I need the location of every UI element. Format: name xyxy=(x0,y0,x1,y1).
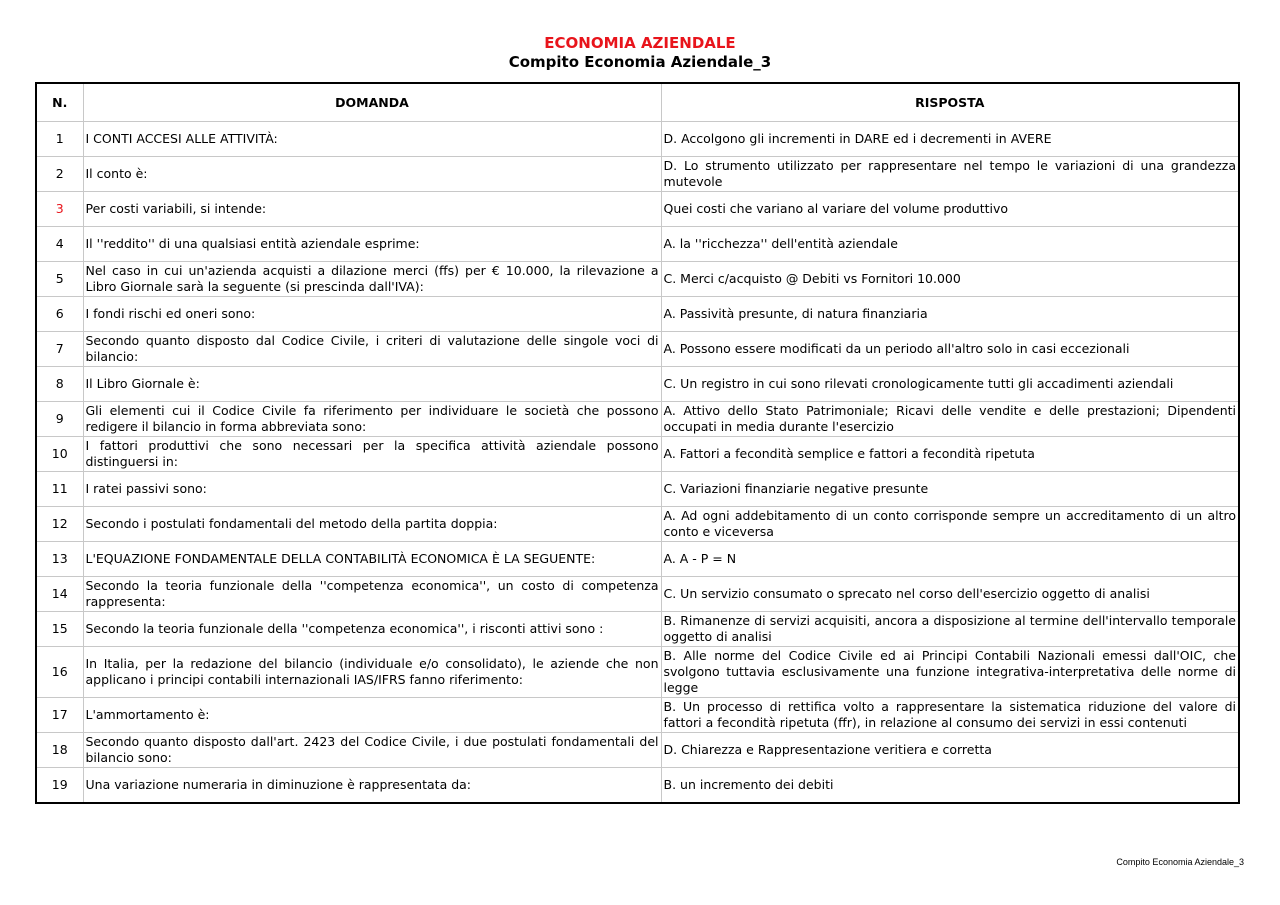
row-number: 17 xyxy=(36,698,83,733)
row-number: 13 xyxy=(36,542,83,577)
row-number: 1 xyxy=(36,122,83,157)
table-row xyxy=(36,507,1239,542)
answer-cell: D. Chiarezza e Rappresentazione veritiera e corretta xyxy=(661,733,1239,768)
table-row xyxy=(36,157,1239,192)
row-number: 4 xyxy=(36,227,83,262)
question-cell: Nel caso in cui un'azienda acquisti a dilazione merci (ffs) per € 10.000, la rilevazione a Libro Giornale sarà la seguente (si prescinda dall'IVA): xyxy=(83,262,661,297)
question-cell: In Italia, per la redazione del bilancio (individuale e/o consolidato), le aziende che non applicano i principi contabili internazionali IAS/IFRS fanno riferimento: xyxy=(83,647,661,698)
question-cell: I fattori produttivi che sono necessari per la specifica attività aziendale possono distinguersi in: xyxy=(83,437,661,472)
table-row xyxy=(36,577,1239,612)
row-number: 3 xyxy=(36,192,83,227)
column-header-risposta: RISPOSTA xyxy=(661,83,1239,122)
page-footer: Compito Economia Aziendale_3 xyxy=(1116,857,1244,867)
question-cell: Secondo i postulati fondamentali del metodo della partita doppia: xyxy=(83,507,661,542)
answer-cell: C. Merci c/acquisto @ Debiti vs Fornitori 10.000 xyxy=(661,262,1239,297)
row-number: 5 xyxy=(36,262,83,297)
answer-cell: A. Possono essere modificati da un periodo all'altro solo in casi eccezionali xyxy=(661,332,1239,367)
table-row xyxy=(36,402,1239,437)
question-cell: Gli elementi cui il Codice Civile fa riferimento per individuare le società che possono redigere il bilancio in forma abbreviata sono: xyxy=(83,402,661,437)
row-number: 18 xyxy=(36,733,83,768)
question-cell: I fondi rischi ed oneri sono: xyxy=(83,297,661,332)
question-cell: Una variazione numeraria in diminuzione è rappresentata da: xyxy=(83,768,661,804)
document-title: ECONOMIA AZIENDALE xyxy=(544,34,736,52)
question-cell: Il ''reddito'' di una qualsiasi entità aziendale esprime: xyxy=(83,227,661,262)
answer-cell: C. Un registro in cui sono rilevati cronologicamente tutti gli accadimenti aziendali xyxy=(661,367,1239,402)
column-header-number: N. xyxy=(36,83,83,122)
table-row xyxy=(36,733,1239,768)
question-cell: Secondo quanto disposto dall'art. 2423 del Codice Civile, i due postulati fondamentali del bilancio sono: xyxy=(83,733,661,768)
question-cell: Il Libro Giornale è: xyxy=(83,367,661,402)
question-cell: I CONTI ACCESI ALLE ATTIVITÀ: xyxy=(83,122,661,157)
question-cell: L'ammortamento è: xyxy=(83,698,661,733)
question-cell: Secondo quanto disposto dal Codice Civile, i criteri di valutazione delle singole voci di bilancio: xyxy=(83,332,661,367)
table-row xyxy=(36,122,1239,157)
document-subtitle: Compito Economia Aziendale_3 xyxy=(508,53,772,71)
answer-cell: A. Fattori a fecondità semplice e fattori a fecondità ripetuta xyxy=(661,437,1239,472)
table-row xyxy=(36,437,1239,472)
table-row xyxy=(36,612,1239,647)
row-number: 14 xyxy=(36,577,83,612)
question-cell: Secondo la teoria funzionale della ''competenza economica'', un costo di competenza rappresenta: xyxy=(83,577,661,612)
table-row xyxy=(36,332,1239,367)
row-number: 16 xyxy=(36,647,83,698)
row-number: 12 xyxy=(36,507,83,542)
question-cell: Secondo la teoria funzionale della ''competenza economica'', i risconti attivi sono : xyxy=(83,612,661,647)
row-number: 2 xyxy=(36,157,83,192)
table-row xyxy=(36,192,1239,227)
row-number: 15 xyxy=(36,612,83,647)
answer-cell: A. la ''ricchezza'' dell'entità aziendale xyxy=(661,227,1239,262)
row-number: 9 xyxy=(36,402,83,437)
table-row xyxy=(36,698,1239,733)
quiz-table xyxy=(35,82,1240,804)
table-row xyxy=(36,367,1239,402)
answer-cell: A. Passività presunte, di natura finanziaria xyxy=(661,297,1239,332)
answer-cell: B. Rimanenze di servizi acquisiti, ancora a disposizione al termine dell'intervallo temporale oggetto di analisi xyxy=(661,612,1239,647)
table-row xyxy=(36,297,1239,332)
answer-cell: Quei costi che variano al variare del volume produttivo xyxy=(661,192,1239,227)
answer-cell: A. Attivo dello Stato Patrimoniale; Ricavi delle vendite e delle prestazioni; Dipendenti occupati in media durante l'esercizio xyxy=(661,402,1239,437)
row-number: 8 xyxy=(36,367,83,402)
row-number: 19 xyxy=(36,768,83,804)
answer-cell: D. Lo strumento utilizzato per rappresentare nel tempo le variazioni di una grandezza mutevole xyxy=(661,157,1239,192)
table-row xyxy=(36,472,1239,507)
table-row xyxy=(36,768,1239,804)
table-row xyxy=(36,262,1239,297)
table-row xyxy=(36,647,1239,698)
row-number: 6 xyxy=(36,297,83,332)
table-row xyxy=(36,227,1239,262)
question-cell: I ratei passivi sono: xyxy=(83,472,661,507)
row-number: 7 xyxy=(36,332,83,367)
answer-cell: B. Un processo di rettifica volto a rappresentare la sistematica riduzione del valore di fattori a fecondità ripetuta (ffr), in relazione al consumo dei servizi in essi contenuti xyxy=(661,698,1239,733)
row-number: 10 xyxy=(36,437,83,472)
answer-cell: B. un incremento dei debiti xyxy=(661,768,1239,804)
column-header-domanda: DOMANDA xyxy=(83,83,661,122)
answer-cell: D. Accolgono gli incrementi in DARE ed i decrementi in AVERE xyxy=(661,122,1239,157)
answer-cell: A. A - P = N xyxy=(661,542,1239,577)
answer-cell: B. Alle norme del Codice Civile ed ai Principi Contabili Nazionali emessi dall'OIC, che svolgono tuttavia esclusivamente una funzione integrativa-interpretativa delle norme di legge xyxy=(661,647,1239,698)
answer-cell: A. Ad ogni addebitamento di un conto corrisponde sempre un accreditamento di un altro conto e viceversa xyxy=(661,507,1239,542)
question-cell: Il conto è: xyxy=(83,157,661,192)
row-number: 11 xyxy=(36,472,83,507)
question-cell: Per costi variabili, si intende: xyxy=(83,192,661,227)
table-row xyxy=(36,542,1239,577)
answer-cell: C. Variazioni finanziarie negative presunte xyxy=(661,472,1239,507)
question-cell: L'EQUAZIONE FONDAMENTALE DELLA CONTABILITÀ ECONOMICA È LA SEGUENTE: xyxy=(83,542,661,577)
answer-cell: C. Un servizio consumato o sprecato nel corso dell'esercizio oggetto di analisi xyxy=(661,577,1239,612)
table-header-row xyxy=(36,83,1239,122)
